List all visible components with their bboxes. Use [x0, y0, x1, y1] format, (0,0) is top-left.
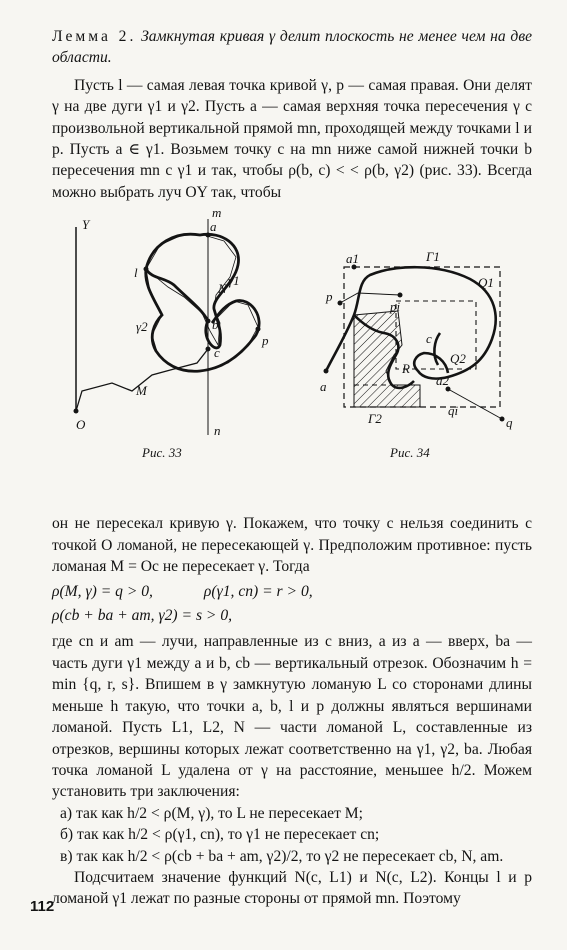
label-c: c [214, 345, 220, 361]
conclusions-list [52, 803, 532, 867]
lemma-statement: Замкнутая кривая γ делит плоскость не менее чем на две области. [52, 28, 533, 67]
conclusion-c: в) так как h/2 < ρ(cb + ba + am, γ2)/2, то γ2 не пересекает cb, N, am. [60, 847, 504, 865]
point-l [144, 267, 149, 272]
label-gamma2: γ2 [136, 319, 148, 335]
paragraph-1: Пусть l — самая левая точка кривой γ, p — самая правая. Они делят γ на две дуги γ1 и γ2. Пусть a — самая верхняя точка пересечения γ с произвольной вертикальной прямой mn, проходящей между точками l и p. Пусть a ∈ γ1. Возьмем точку c на mn ниже самой нижней точки b пересечения mn с γ1 и так, чтобы ρ(b, c) < < ρ(b, γ2) (рис. 33). Всегда можно выбрать луч OY так, чтобы [52, 76, 532, 201]
region-r [354, 311, 420, 407]
paragraph-2: он не пересекал кривую γ. Покажем, что точку c нельзя соединить с точкой O ломаной, не пересекающей γ. Предположим противное: пусть ломаная M = Oc не пересекает γ. Тогда [52, 515, 532, 576]
figure-34 [298, 205, 534, 467]
page-body [52, 26, 532, 910]
point-q [500, 417, 505, 422]
point-p34 [338, 301, 343, 306]
paragraph-4: Подсчитаем значение функций N(c, L1) и N(c, L2). Концы l и p ломаной γ1 лежат по разные стороны от прямой mn. Поэтому [52, 868, 532, 908]
paragraph-3: где cn и am — лучи, направленные из c вниз, а из a — вверх, ba — часть дуги γ1 между a и b, cb — вертикальный отрезок. Обозначим h = min {q, r, s}. Впишем в γ замкнутую ломаную L со сторонами длины меньше h такую, что точки a, b, l и p должны являться вершинами ломаной. Пусть L1, L2, N — части ломаной L, составленные из отрезков, вершины которых лежат соответственно на γ1, γ2, ba. Любая точка ломаной L удалена от γ на расстояние, меньшее h/2. Можем установить три заключения: [52, 633, 532, 801]
thick-curve [326, 267, 496, 378]
label-o: O [76, 417, 86, 433]
point-a34 [324, 369, 329, 374]
formula-1b: ρ(γ1, cn) = r > 0, [203, 583, 313, 601]
label-c34: c [426, 331, 432, 347]
figure-34-drawing [298, 205, 534, 467]
label-p: p [262, 333, 269, 349]
point-b [206, 319, 211, 324]
point-c [206, 347, 211, 352]
point-o [74, 409, 79, 414]
label-b: b [212, 317, 219, 333]
formula-line-1 [52, 580, 532, 604]
label-gamma1: γ1 [228, 273, 240, 289]
label-n: n [214, 423, 221, 439]
figures-row [52, 205, 532, 505]
lemma-paragraph [52, 26, 532, 69]
label-p34: p [326, 289, 333, 305]
formula-block [52, 580, 532, 628]
figure-33-drawing [52, 205, 292, 467]
label-gamma2-frame: Γ2 [368, 411, 382, 427]
point-pi [398, 293, 403, 298]
label-a34: a [320, 379, 327, 395]
lemma-label: Лемма 2. [52, 28, 137, 45]
label-m: m [212, 205, 222, 221]
label-l: l [134, 265, 138, 281]
label-n-upper: N [218, 281, 227, 297]
conclusion-a: а) так как h/2 < ρ(M, γ), то L не пересекает M; [60, 804, 363, 822]
label-a1: a1 [346, 251, 359, 267]
polyline-m [76, 349, 208, 411]
label-q: q [506, 415, 513, 431]
formula-line-2: ρ(cb + ba + am, γ2) = s > 0, [52, 607, 233, 625]
thick-curve-inner [434, 333, 440, 365]
label-m-polyline: M [136, 383, 147, 399]
label-q1: Q1 [478, 275, 494, 291]
formula-1a: ρ(M, γ) = q > 0, [52, 583, 153, 601]
label-qi: qi [448, 403, 459, 419]
label-y: Y [82, 217, 90, 233]
label-a2: a2 [436, 373, 449, 389]
conclusion-b: б) так как h/2 < ρ(γ1, cn), то γ1 не пересекает cn; [60, 826, 380, 844]
label-a: a [210, 219, 217, 235]
figure-34-caption: Рис. 34 [390, 445, 430, 461]
page-number: 112 [30, 898, 55, 915]
label-r: R [402, 361, 410, 377]
point-p [256, 327, 261, 332]
label-q2: Q2 [450, 351, 466, 367]
figure-33 [52, 205, 292, 467]
figure-33-caption: Рис. 33 [142, 445, 182, 461]
label-gamma1-frame: Γ1 [426, 249, 440, 265]
label-pi: pi [390, 299, 401, 315]
